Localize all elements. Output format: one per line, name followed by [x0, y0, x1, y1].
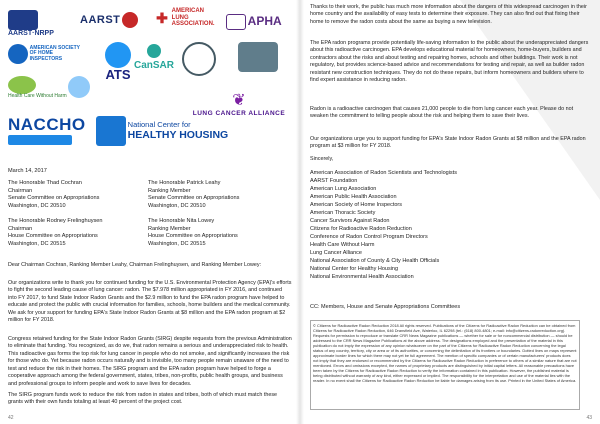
american-lung-association-logo: ✚ AMERICAN LUNG ASSOCIATION. — [154, 8, 224, 42]
cc-line: CC: Members, House and Senate Appropriations Committees — [310, 304, 461, 310]
signatory: Citizens for Radioactive Radon Reduction — [310, 225, 412, 232]
cansar-logo: CanSAR — [124, 44, 184, 86]
naccho-bar-icon — [8, 135, 72, 145]
apha-logo: APHA — [226, 14, 296, 34]
signatory-list — [310, 170, 457, 282]
body-paragraph: Congress retained funding for the State Indoor Radon Grants (SIRG) despite requests from the previous Administration to eliminate that funding. You recognized, as do we, that radon remains a serious and underappreciated risk to health. This radioactive gas forms the top risk for lung cancer in people who do not smoke, and significantly increases the risk for those who do. Yet because radon occurs naturally and is invisible, too many people remain unaware of the need to test and reduce the risk in their homes. The SIRG program and the EPA radon program have helped to forge a cooperative approach among the federal government, states, tribes, non-profits, public health groups, and business and professional groups to inform people and work to save lives for decades. — [8, 336, 292, 387]
page-number: 42 — [8, 415, 14, 421]
salutation: Dear Chairman Cochran, Ranking Member Leahy, Chairman Frelinghuysen, and Ranking Member Lowey: — [8, 262, 262, 268]
signatory: AARST Foundation — [310, 177, 358, 184]
ashi-logo: AMERICAN SOCIETY OF HOME INSPECTORS — [8, 44, 86, 70]
health-care-without-harm-logo: Health Care Without Harm — [8, 76, 68, 100]
ashi-seal-icon — [8, 44, 28, 64]
signatory: American Thoracic Society — [310, 209, 376, 216]
signatory: National Environmental Health Association — [310, 273, 414, 280]
body-paragraph: The SIRG program funds work to reduce the risk from radon in states and tribes, both of which must match these grants with their own funds totaling at least 40 percent of the project cost. — [8, 392, 278, 406]
ats-logo: ATS — [88, 42, 148, 102]
nehа-logo — [228, 42, 288, 82]
signatory: National Association of County & City Health Officials — [310, 257, 440, 264]
body-paragraph: Our organizations urge you to support funding for EPA's State Indoor Radon Grants at $8 million and the EPA radon program at $3 million for FY 2018. — [310, 136, 586, 150]
signatory: American Lung Association — [310, 185, 377, 192]
hcwh-leaf-icon — [8, 76, 36, 94]
aarst-logo: AARST — [80, 12, 150, 32]
signatory: American Public Health Association — [310, 193, 397, 200]
book-gutter — [296, 0, 304, 424]
signatory: Lung Cancer Alliance — [310, 249, 362, 256]
addressee-block: The Honorable Rodney Frelinghuysen Chairman House Committee on Appropriations Washington, DC 20515 — [8, 218, 103, 247]
aarst-nrpp-emblem-icon — [8, 10, 38, 30]
aarst-dot-icon — [122, 12, 138, 28]
right-page — [300, 0, 600, 424]
ribbon-icon: ❦ — [232, 92, 246, 109]
body-paragraph: Our organizations write to thank you for continued funding for the U.S. Environmental Protection Agency (EPA)'s efforts to fight the second leading cause of lung cancer: radon. The $7.978 million appropriated in FY 2016, and continued into FY 2017, to fund State Indoor Radon Grants and the $2.9 million to fund the EPA radon program have helped to educate and protect the public with crucial information for families, schools, home builders and the medical community. We ask for your support for funding EPA's State Indoor Radon Grants at $8 million and the EPA radon program at $2 million for FY 2018. — [8, 280, 292, 324]
body-paragraph: The EPA radon programs provide potentially life-saving information to the public about the underappreciated dangers about this radioactive carcinogen. EPA develops educational material for homeowners, home-buyers, builders and contractors about the risks and about testing and repairing homes, schools and other buildings. Their work is not regulatory, but provides science-based advice and recommendations for testing and repair, as well as builder radon resistant new construction techniques. They do not do these repairs, but inform homeowners and builders where to find expert assistance in reducing radon. — [310, 40, 589, 84]
signatory: Health Care Without Harm — [310, 241, 375, 248]
cansar-circle-icon — [147, 44, 161, 58]
body-paragraph: Radon is a radioactive carcinogen that causes 21,000 people to die from lung cancer each year. Please do not weaken the commitment to telling people about the risk and helping them to save their lives. — [310, 106, 574, 120]
body-paragraph: Thanks to their work, the public has much more information about the dangers of this widespread carcinogen in their home country and the availability of easy tests to determine their exposure. They can also find out that fixing their home to remove the radon costs about the same as buying a new television. — [310, 4, 587, 25]
apha-emblem-icon — [226, 14, 246, 30]
addressee-block: The Honorable Nita Lowey Ranking Member House Committee on Appropriations Washington, DC 20515 — [148, 218, 238, 247]
signatory: American Society of Home Inspectors — [310, 201, 403, 208]
ncfhh-logo: National Center for HEALTHY HOUSING — [96, 116, 256, 156]
page-curl — [460, 0, 600, 200]
copyright-notice: © Citizens for Radioactive Radon Reduction 2018 All rights reserved. Publications of the Citizens for Radioactive Radon Reduction can be obtained from Citizens for Radioactive Radon Reduction, 646 Dransfield Ave, Waterloo, IL 62298 (tel.: (618) 800-4801; e-mail: info@citizens-radonreduction.org). Requests for permission to reproduce or translate CRR News Magazine publications — whether for sale or for noncommercial distribution — should be addressed to the CRR News Magazine Publications at the above address. The designations employed and the presentation of the material in this publication do not imply the expression of any opinion whatsoever on the part of the Citizens for Radioactive Radon Reduction concerning the legal status of any country, territory, city or area or of its authorities, or concerning the delimitation of its frontiers or boundaries. Dotted lines on maps represent approximate border lines for which there may not yet be full agreement. The mention of specific companies or of certain manufacturers' products does not imply that they are endorsed or recommended by the Citizens for Radioactive Radon Reduction in preference to others of a similar nature that are not mentioned. Errors and omissions excepted, the names of proprietary products are distinguished by initial capital letters. All reasonable precautions have been taken by the Citizens for Radioactive Radon Reduction to verify the information contained in this publication. However, the published material is being distributed without warranty of any kind, either expressed or implied. The responsibility for the interpretation and use of the material lies with the reader. In no event shall the Citizens for Radioactive Radon Reduction be liable for damages arising from its use. Printed in the United States of America. — [310, 320, 580, 410]
naccho-logo: NACCHO — [8, 116, 88, 156]
page-number: 43 — [586, 415, 592, 421]
house-icon — [96, 116, 126, 146]
addressee-block: The Honorable Patrick Leahy Ranking Member Senate Committee on Appropriations Washington, DC 20510 — [148, 180, 240, 209]
red-cross-icon: ✚ — [156, 9, 168, 26]
signatory: National Center for Healthy Housing — [310, 265, 399, 272]
aarst-nrpp-logo: AARST·NRPP — [8, 10, 76, 32]
crcpd-seal-logo — [182, 42, 222, 82]
lung-icon — [68, 76, 90, 98]
coalition-logos — [6, 6, 296, 156]
lung-cancer-alliance-logo: ❦ LUNG CANCER ALLIANCE — [192, 92, 286, 117]
closing: Sincerely, — [310, 156, 334, 162]
signatory: Cancer Survivors Against Radon — [310, 217, 390, 224]
addressee-block: The Honorable Thad Cochran Chairman Senate Committee on Appropriations Washington, DC 20510 — [8, 180, 100, 209]
signatory: American Association of Radon Scientists and Technologists — [310, 170, 457, 176]
letter-date: March 14, 2017 — [8, 168, 47, 174]
signatory: Conference of Radon Control Program Directors — [310, 233, 428, 240]
crcpd-seal-icon — [182, 42, 216, 76]
neha-emblem-icon — [238, 42, 278, 72]
